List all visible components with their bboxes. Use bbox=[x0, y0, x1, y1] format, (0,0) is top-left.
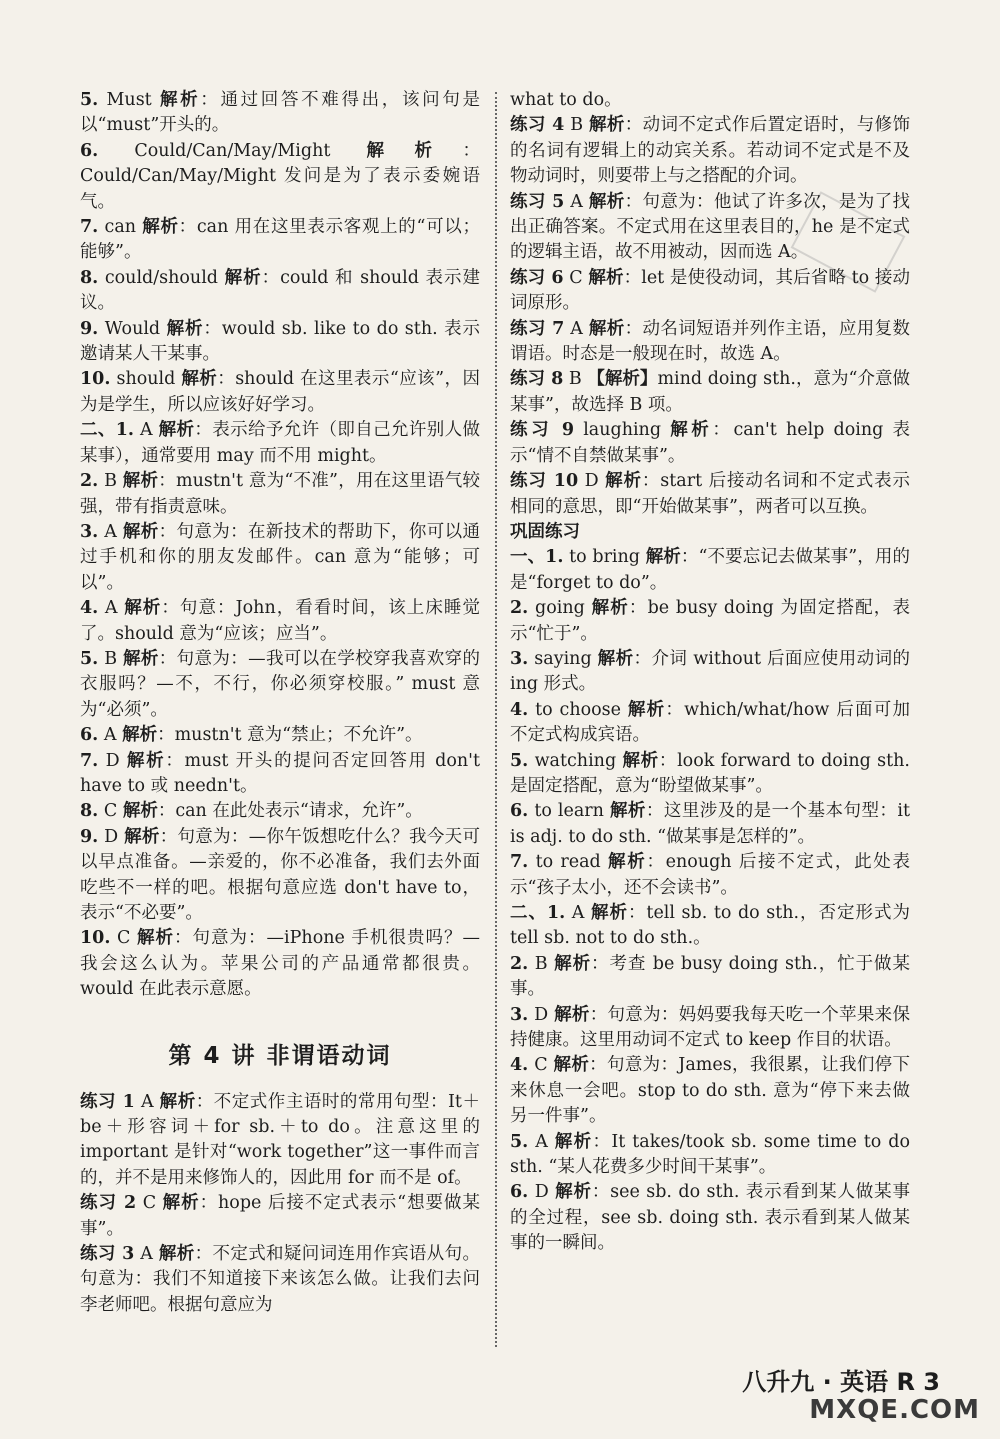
analysis-label: 解析 bbox=[645, 547, 681, 568]
analysis-text: mind doing sth.，意为“介意做某事”，故选择 B 项。 bbox=[510, 369, 910, 415]
answer-list bbox=[80, 88, 480, 1003]
item-number: 10. bbox=[80, 369, 111, 390]
analysis-text: ：句意为：他试了许多次，是为了找出正确答案。不定式用在这里表目的，he 是不定式的逻辑主语，故不用被动，因而选 A。 bbox=[510, 191, 911, 263]
item-number: 一、1. bbox=[510, 547, 564, 568]
analysis-text: ：句意为：在新技术的帮助下，你可以通过手机和你的朋友发邮件。can 意为“能够；可以”。 bbox=[80, 521, 481, 593]
item-number: 5. bbox=[510, 1131, 529, 1152]
answer-item bbox=[80, 367, 480, 418]
item-answer: B bbox=[570, 115, 584, 136]
item-number: 练习 8 bbox=[510, 369, 564, 390]
item-number: 练习 1 bbox=[80, 1091, 135, 1112]
item-number: 9. bbox=[80, 318, 99, 339]
analysis-text: ：would sb. like to do sth. 表示邀请某人干某事。 bbox=[80, 318, 480, 365]
analysis-label: 解析 bbox=[124, 598, 162, 619]
analysis-text: ：enough 后接不定式，此处表示“孩子太小，还不会读书”。 bbox=[510, 852, 910, 898]
analysis-label: 解析 bbox=[627, 699, 666, 720]
analysis-label: 解析 bbox=[158, 1244, 195, 1265]
answer-item bbox=[80, 647, 480, 723]
item-number: 二、1. bbox=[510, 903, 566, 923]
analysis-text: ：表示给予允许（即自己允许别人做某事），通常要用 may 而不用 might。 bbox=[80, 420, 481, 466]
item-number: 练习 10 bbox=[510, 471, 579, 492]
analysis-label: 解析 bbox=[181, 369, 218, 390]
analysis-text: ：be busy doing 为固定搭配，表示“忙于”。 bbox=[510, 598, 910, 644]
answer-item bbox=[510, 1053, 910, 1129]
analysis-text: ：这里涉及的是一个基本句型：it is adj. to do sth. “做某事是怎样的”。 bbox=[510, 801, 910, 847]
item-answer: Would bbox=[104, 318, 161, 339]
analysis-label: 解析 bbox=[123, 648, 159, 669]
analysis-label: 解析 bbox=[555, 1182, 592, 1203]
analysis-label: 解析 bbox=[122, 471, 159, 492]
analysis-label: 解析 bbox=[142, 217, 179, 238]
item-number: 4. bbox=[510, 1055, 529, 1076]
answer-item bbox=[80, 926, 480, 1002]
analysis-text: ：介词 without 后面应使用动词的 ing 形式。 bbox=[510, 648, 910, 695]
analysis-text: ：can 在此处表示“请求，允许”。 bbox=[157, 801, 423, 822]
analysis-label: 解析 bbox=[588, 267, 624, 288]
item-number: 练习 9 bbox=[510, 420, 575, 441]
analysis-text: ：should 在这里表示“应该”，因为是学生，所以应该好好学习。 bbox=[80, 369, 480, 415]
analysis-label: 解析 bbox=[166, 318, 204, 339]
answer-item bbox=[80, 1090, 480, 1192]
analysis-text: ：tell sb. to do sth.，否定形式为 tell sb. not to do sth.。 bbox=[510, 903, 910, 949]
item-number: 3. bbox=[510, 1004, 529, 1025]
answer-item bbox=[80, 799, 480, 824]
answer-item bbox=[510, 647, 910, 698]
item-number: 7. bbox=[80, 750, 99, 771]
answer-item bbox=[80, 596, 480, 647]
item-answer: D bbox=[534, 1182, 549, 1203]
answer-item bbox=[80, 266, 480, 317]
analysis-label: 【解析】 bbox=[587, 369, 658, 390]
item-number: 3. bbox=[80, 521, 99, 542]
answer-item bbox=[510, 418, 910, 469]
analysis-text: ：句意为：—我可以在学校穿我喜欢穿的衣服吗？—不，不行，你必须穿校服。” must 意为“必须”。 bbox=[80, 648, 480, 720]
item-answer: A bbox=[104, 598, 118, 619]
analysis-label: 解析 bbox=[590, 903, 628, 923]
answer-item bbox=[510, 190, 910, 266]
item-number: 练习 7 bbox=[510, 318, 565, 339]
analysis-text: ：动名词短语并列作主语，应用复数谓语。时态是一般现在时，故选 A。 bbox=[510, 318, 911, 365]
item-number: 7. bbox=[80, 217, 99, 238]
answer-item bbox=[510, 317, 910, 368]
item-number: 练习 4 bbox=[510, 115, 565, 136]
answer-item bbox=[510, 545, 910, 596]
answer-item bbox=[510, 850, 910, 901]
item-number: 5. bbox=[80, 90, 99, 110]
analysis-text: ：could 和 should 表示建议。 bbox=[80, 267, 480, 314]
analysis-label: 解析 bbox=[591, 598, 629, 619]
consolidation-list bbox=[510, 545, 910, 1256]
item-number: 2. bbox=[510, 598, 529, 619]
item-answer: D bbox=[105, 750, 120, 771]
analysis-text: ：不定式和疑问词连用作宾语从句。句意为：我们不知道接下来该怎么做。让我们去问李老师吧。根据句意应为 bbox=[80, 1244, 481, 1315]
answer-item bbox=[80, 139, 480, 215]
analysis-label: 解析 bbox=[554, 1131, 593, 1152]
item-answer: C bbox=[103, 801, 118, 822]
item-answer: A bbox=[140, 1091, 154, 1112]
answer-item bbox=[80, 215, 480, 266]
analysis-label: 解析 bbox=[366, 140, 463, 161]
analysis-label: 解析 bbox=[122, 725, 158, 746]
analysis-label: 解析 bbox=[605, 471, 642, 492]
item-answer: laughing bbox=[583, 420, 662, 441]
item-number: 8. bbox=[80, 801, 99, 822]
analysis-label: 解析 bbox=[608, 852, 647, 873]
item-answer: A bbox=[139, 420, 153, 441]
item-number: 2. bbox=[80, 471, 99, 492]
item-answer: can bbox=[104, 217, 137, 238]
analysis-text: ：start 后接动名词和不定式表示相同的意思，即“开始做某事”，两者可以互换。 bbox=[510, 471, 910, 517]
item-number: 9. bbox=[80, 826, 99, 847]
answer-item bbox=[510, 367, 910, 418]
item-number: 8. bbox=[80, 267, 99, 288]
analysis-text: ：句意为：—iPhone 手机很贵吗？—我会这么认为。苹果公司的产品通常都很贵。would 在此表示意愿。 bbox=[80, 928, 480, 1000]
item-number: 二、1. bbox=[80, 420, 135, 441]
answer-item bbox=[80, 88, 480, 139]
analysis-text: ：句意为：James，我很累，让我们停下来休息一会吧。stop to do sth. 意为“停下来去做另一件事”。 bbox=[510, 1055, 910, 1127]
item-answer: A bbox=[140, 1244, 153, 1265]
item-number: 6. bbox=[80, 725, 99, 746]
answer-item bbox=[80, 317, 480, 368]
exercise-list bbox=[510, 113, 910, 520]
analysis-label: 解析 bbox=[122, 801, 158, 822]
answer-item bbox=[80, 749, 480, 800]
analysis-label: 解析 bbox=[588, 191, 625, 212]
item-answer: to bring bbox=[569, 547, 641, 568]
answer-item bbox=[510, 113, 910, 189]
answer-item bbox=[510, 799, 910, 850]
item-answer: D bbox=[104, 826, 119, 847]
analysis-label: 解析 bbox=[224, 267, 262, 288]
analysis-text: ：Could/Can/May/Might 发问是为了表示委婉语气。 bbox=[80, 140, 480, 212]
item-answer: A bbox=[103, 725, 117, 746]
item-number: 练习 2 bbox=[80, 1193, 137, 1214]
analysis-text: ：It takes/took sb. some time to do sth. “某人花费多少时间干某事”。 bbox=[510, 1131, 911, 1178]
section-title: 巩固练习 bbox=[510, 521, 580, 542]
answer-item bbox=[510, 469, 910, 520]
analysis-text: ：句意：John，看看时间，该上床睡觉了。should 意为“应该；应当”。 bbox=[80, 598, 480, 644]
item-answer: going bbox=[535, 598, 585, 619]
analysis-text: ：mustn't 意为“禁止；不允许”。 bbox=[157, 725, 423, 746]
item-number: 6. bbox=[510, 1182, 529, 1203]
analysis-text: ：mustn't 意为“不准”，用在这里语气较强，带有指责意味。 bbox=[80, 471, 480, 517]
item-answer: should bbox=[116, 369, 176, 390]
analysis-text: ：动词不定式作后置定语时，与修饰的名词有逻辑上的动宾关系。若动词不定式是不及物动词时，则要带上与之搭配的介词。 bbox=[510, 115, 910, 187]
item-answer: B bbox=[104, 471, 117, 492]
item-number: 3. bbox=[510, 648, 529, 669]
item-answer: A bbox=[535, 1131, 548, 1152]
item-number: 6. bbox=[510, 801, 529, 822]
item-answer: to learn bbox=[534, 801, 604, 822]
item-number: 10. bbox=[80, 928, 111, 949]
analysis-text: ：which/what/how 后面可加不定式构成宾语。 bbox=[510, 699, 910, 746]
left-column bbox=[80, 88, 480, 1318]
item-number: 4. bbox=[510, 699, 529, 720]
answer-item bbox=[80, 825, 480, 927]
item-answer: D bbox=[534, 1004, 549, 1025]
answer-item bbox=[80, 723, 480, 748]
analysis-label: 解析 bbox=[554, 1004, 590, 1025]
item-answer: B bbox=[104, 648, 118, 669]
item-answer: A bbox=[570, 318, 583, 339]
analysis-text: ：let 是使役动词，其后省略 to 接动词原形。 bbox=[510, 267, 911, 314]
item-answer: B bbox=[568, 369, 582, 390]
item-answer: A bbox=[571, 903, 585, 923]
analysis-text: ：通过回答不难得出，该问句是以“must”开头的。 bbox=[80, 90, 480, 136]
answer-item bbox=[510, 749, 910, 800]
item-number: 4. bbox=[80, 598, 99, 619]
answer-item bbox=[510, 698, 910, 749]
item-answer: saying bbox=[534, 648, 592, 669]
continuation-text: what to do。 bbox=[510, 90, 622, 110]
page-footer: 八升九 · 英语 R 3 bbox=[742, 1368, 940, 1396]
answer-item bbox=[510, 1003, 910, 1054]
analysis-text: ：不定式作主语时的常用句型：It＋be＋形容词＋for sb.＋to do。注意这里的 important 是针对“work together”这一事件而言的，并不是用来修饰人的，因此用 for 而不是 of。 bbox=[80, 1091, 480, 1188]
right-column bbox=[510, 88, 910, 1257]
item-answer: A bbox=[104, 521, 117, 542]
analysis-text: ：“不要忘记去做某事”，用的是“forget to do”。 bbox=[510, 547, 910, 593]
item-answer: C bbox=[142, 1193, 157, 1214]
item-number: 练习 6 bbox=[510, 267, 564, 288]
analysis-text: ：look forward to doing sth. 是固定搭配，意为“盼望做某事”。 bbox=[510, 750, 910, 796]
chapter-title: 第 4 讲 非谓语动词 bbox=[168, 1042, 392, 1069]
item-answer: C bbox=[569, 267, 583, 288]
analysis-text: ：句意为：—你午饭想吃什么？我今天可以早点准备。—亲爱的，你不必准备，我们去外面吃些不一样的吧。根据句意应选 don't have to，表示“不必要”。 bbox=[80, 826, 480, 923]
analysis-text: ：考查 be busy doing sth.，忙于做某事。 bbox=[510, 953, 910, 1000]
analysis-label: 解析 bbox=[159, 90, 201, 110]
item-answer: to read bbox=[535, 852, 601, 873]
answer-item bbox=[80, 1191, 480, 1242]
answer-item bbox=[80, 1242, 480, 1318]
analysis-label: 解析 bbox=[622, 750, 659, 771]
column-divider bbox=[495, 92, 497, 1347]
analysis-label: 解析 bbox=[597, 648, 634, 669]
analysis-text: ：can't help doing 表示“情不自禁做某事”。 bbox=[510, 420, 910, 466]
analysis-label: 解析 bbox=[670, 420, 713, 441]
item-answer: B bbox=[534, 953, 548, 974]
answer-item bbox=[80, 418, 480, 469]
analysis-label: 解析 bbox=[124, 826, 160, 847]
answer-item bbox=[80, 520, 480, 596]
analysis-label: 解析 bbox=[589, 115, 625, 136]
analysis-label: 解析 bbox=[159, 1091, 196, 1112]
analysis-text: ：hope 后接不定式表示“想要做某事”。 bbox=[80, 1193, 480, 1239]
analysis-label: 解析 bbox=[609, 801, 646, 822]
item-number: 练习 3 bbox=[80, 1244, 135, 1265]
answer-item bbox=[510, 266, 910, 317]
item-answer: Must bbox=[106, 90, 152, 110]
item-number: 练习 5 bbox=[510, 191, 565, 212]
item-answer: A bbox=[570, 191, 583, 212]
analysis-label: 解析 bbox=[122, 521, 159, 542]
answer-item bbox=[80, 469, 480, 520]
item-number: 5. bbox=[80, 648, 99, 669]
analysis-text: ：can 用在这里表示客观上的“可以；能够”。 bbox=[80, 217, 480, 263]
item-answer: C bbox=[117, 928, 131, 949]
analysis-label: 解析 bbox=[588, 318, 625, 339]
item-answer: watching bbox=[534, 750, 617, 771]
answer-item bbox=[510, 952, 910, 1003]
analysis-label: 解析 bbox=[553, 1055, 590, 1076]
item-answer: to choose bbox=[535, 699, 622, 720]
analysis-label: 解析 bbox=[137, 928, 175, 949]
item-number: 5. bbox=[510, 750, 529, 771]
analysis-text: ：句意为：妈妈要我每天吃一个苹果来保持健康。这里用动词不定式 to keep 作目的状语。 bbox=[510, 1004, 910, 1051]
item-answer: C bbox=[534, 1055, 548, 1076]
item-answer: could/should bbox=[104, 267, 219, 288]
analysis-label: 解析 bbox=[158, 420, 195, 441]
exercise-list bbox=[80, 1090, 480, 1319]
watermark: MXQE.COM bbox=[809, 1395, 980, 1425]
item-number: 6. bbox=[80, 140, 99, 161]
analysis-label: 解析 bbox=[126, 750, 166, 771]
answer-item bbox=[510, 1180, 910, 1256]
item-answer: D bbox=[584, 471, 599, 492]
answer-item bbox=[510, 1130, 910, 1181]
analysis-label: 解析 bbox=[554, 953, 592, 974]
analysis-text: ：must 开头的提问否定回答用 don't have to 或 needn't。 bbox=[80, 750, 480, 796]
item-answer: Could/Can/May/Might bbox=[134, 140, 331, 161]
analysis-text: ：see sb. do sth. 表示看到某人做某事的全过程，see sb. doing sth. 表示看到某人做某事的一瞬间。 bbox=[510, 1182, 910, 1254]
answer-item bbox=[510, 901, 910, 952]
answer-item bbox=[510, 596, 910, 647]
analysis-label: 解析 bbox=[162, 1193, 200, 1214]
item-number: 7. bbox=[510, 852, 529, 873]
item-number: 2. bbox=[510, 953, 529, 974]
